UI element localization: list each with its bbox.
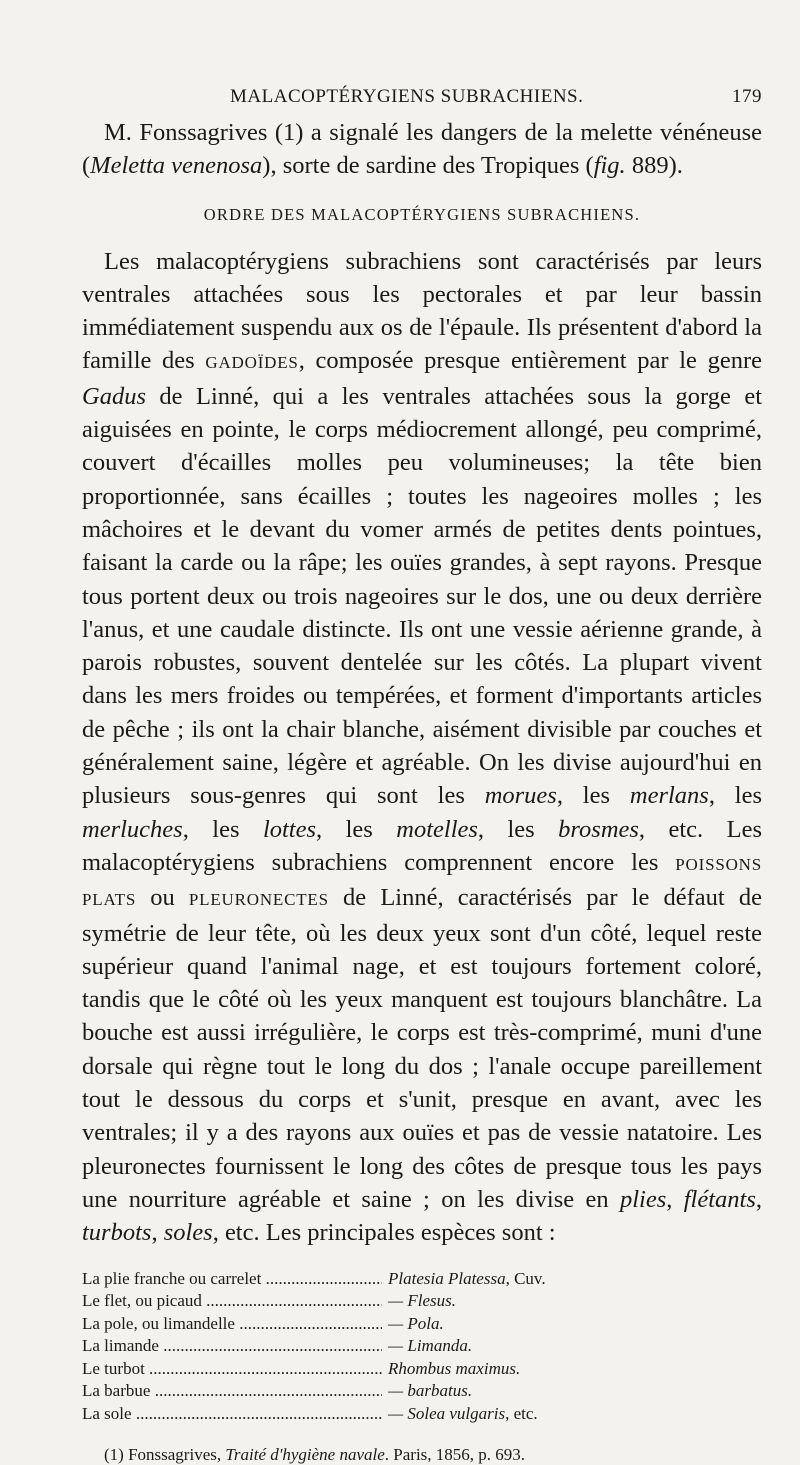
book-title: Traité d'hygiène navale — [225, 1445, 385, 1464]
text-run: , etc. Les malacoptérygiens subrachiens comprennent encore les — [82, 815, 762, 876]
text-run: 889). — [625, 152, 683, 180]
text-run: (1) Fonssagrives, — [104, 1445, 226, 1464]
text-run: , etc. Les principales espèces sont : — [212, 1219, 556, 1247]
species-row — [82, 1380, 762, 1403]
species-common-name: La sole ..... — [82, 1403, 382, 1426]
latin-name: Meletta venenosa — [90, 152, 263, 180]
text-run: , — [755, 1185, 763, 1213]
species-latin-name — [382, 1268, 546, 1291]
latin-suffix: , Cuv. — [505, 1268, 546, 1288]
text-run: . Paris, 1856, p. 693. — [384, 1445, 526, 1464]
species-row — [82, 1290, 762, 1313]
text-run: M. Fonssagrives ( — [104, 119, 284, 146]
running-title: MALACOPTÉRYGIENS SUBRACHIENS. — [230, 86, 584, 107]
latin-suffix: , etc. — [505, 1403, 538, 1423]
footnote — [82, 1445, 762, 1465]
text-run: , les — [556, 782, 630, 810]
species-row — [82, 1313, 762, 1336]
species-common-name: La plie franche ou carrelet ..... — [82, 1268, 382, 1291]
italic-term: morues — [484, 782, 557, 810]
latin-name: Platesia Platessa — [388, 1268, 506, 1288]
latin-name: — Flesus. — [388, 1291, 456, 1310]
italic-term: lottes — [262, 815, 317, 843]
species-latin-name — [382, 1403, 538, 1426]
species-latin-name — [382, 1358, 520, 1381]
species-common-name: La pole, ou limandelle ..... — [82, 1313, 382, 1336]
italic-term: Gadus — [82, 382, 146, 410]
species-common-name: Le turbot ..... — [82, 1358, 382, 1381]
body-paragraph — [82, 245, 762, 1250]
species-row — [82, 1268, 762, 1291]
latin-name: — Pola. — [388, 1313, 444, 1333]
text-run: , les — [477, 815, 559, 843]
italic-term: turbots — [82, 1219, 152, 1247]
intro-paragraph — [82, 116, 762, 183]
small-caps-term: PLEURONECTES — [188, 890, 329, 910]
latin-name: — barbatus. — [388, 1381, 473, 1400]
species-latin-name — [382, 1290, 456, 1313]
text-run: , — [666, 1185, 684, 1213]
species-row — [82, 1358, 762, 1381]
text-run: de Linné, qui a les ventrales attachées sous la gorge et aiguisées en pointe, le corps médiocrement allongé, peu comprimé, couvert d'écailles molles peu volumineuses; la tête bien proportionnée, sans écailles ; toutes les nageoires molles ; les mâchoires et le devant du vomer armés de petites dents pointues, faisant la carde ou la râpe; les ouïes grandes, à sept rayons. Presque tous portent deux ou trois nageoires sur le dos, une ou deux derrière l'anus, et une caudale distincte. Ils ont une vessie aérienne grande, à parois robustes, souvent dentelée sur les côtés. La plupart vivent dans les mers froides ou tempérées, et forment d'importants articles de pêche ; ils ont la chair blanche, aisément divisible par couches et généralement saine, légère et agréable. On les divise aujourd'hui en plusieurs sous-genres qui sont les — [82, 382, 762, 810]
species-common-name: Le flet, ou picaud ..... — [82, 1290, 382, 1313]
italic-term: motelles — [396, 815, 478, 843]
small-caps-term: POISSONS PLATS — [82, 854, 762, 910]
species-latin-name — [382, 1335, 472, 1358]
text-run: , les — [182, 815, 263, 843]
species-latin-name — [382, 1313, 444, 1336]
italic-term: flétants — [683, 1185, 756, 1213]
latin-name: — Limanda. — [388, 1336, 473, 1355]
species-common-name: La limande ..... — [82, 1335, 382, 1358]
page-header — [82, 78, 762, 112]
species-row — [82, 1403, 762, 1426]
text-run: , — [151, 1219, 164, 1247]
text-run: , composée presque entièrement par le genre — [298, 347, 762, 375]
latin-name: Rhombus maximus. — [388, 1358, 521, 1378]
species-common-name: La barbue ..... — [82, 1380, 382, 1403]
text-run: , les — [316, 815, 397, 843]
text-run: de Linné, caractérisés par le défaut de symétrie de leur tête, où les deux yeux sont d'un côté, lequel reste supérieur quand l'animal nage, et est toujours fortement coloré, tandis que le côté où les yeux manquent est toujours blanchâtre. La bouche est aussi irrégulière, le corps est très-comprimé, muni d'une dorsale qui règne tout le long du dos ; l'anale occupe pareillement tout le dessous du corps et s'unit, presque en avant, avec les ventrales; il y a des rayons aux ouïes et pas de vessie natatoire. Les pleuronectes fournissent le long des côtes de presque tous les pays une nourriture agréable et saine ; on les divise en — [82, 884, 762, 1213]
text-run: ), sorte de sardine des Tropiques ( — [262, 152, 594, 180]
italic-term: brosmes — [558, 815, 639, 843]
species-latin-name — [382, 1380, 472, 1403]
species-list — [82, 1268, 762, 1426]
text-run: Les malacoptérygiens subrachiens sont caractérisés par leurs ventrales attachées sous les pectorales et par leur bassin immédiatement suspendu aux os de l'épaule. Ils présentent d'abord la famille des — [82, 247, 762, 375]
text-run: ou — [136, 884, 189, 912]
text-run: ) a signalé les dangers de la melette vénéneuse ( — [82, 119, 763, 180]
text-run: , les — [708, 782, 763, 810]
species-row — [82, 1335, 762, 1358]
section-title: ORDRE DES MALACOPTÉRYGIENS SUBRACHIENS. — [203, 204, 641, 224]
latin-name: — Solea vulgaris — [388, 1403, 506, 1423]
page-number: 179 — [732, 86, 762, 107]
footnote-ref: 1 — [283, 119, 296, 146]
italic-term: plies — [619, 1185, 667, 1213]
italic-term: soles — [163, 1219, 213, 1247]
small-caps-term: GADOÏDES — [205, 353, 299, 373]
figure-ref: fig. — [593, 152, 626, 180]
italic-term: merluches — [82, 815, 183, 843]
italic-term: merlans — [629, 782, 709, 810]
